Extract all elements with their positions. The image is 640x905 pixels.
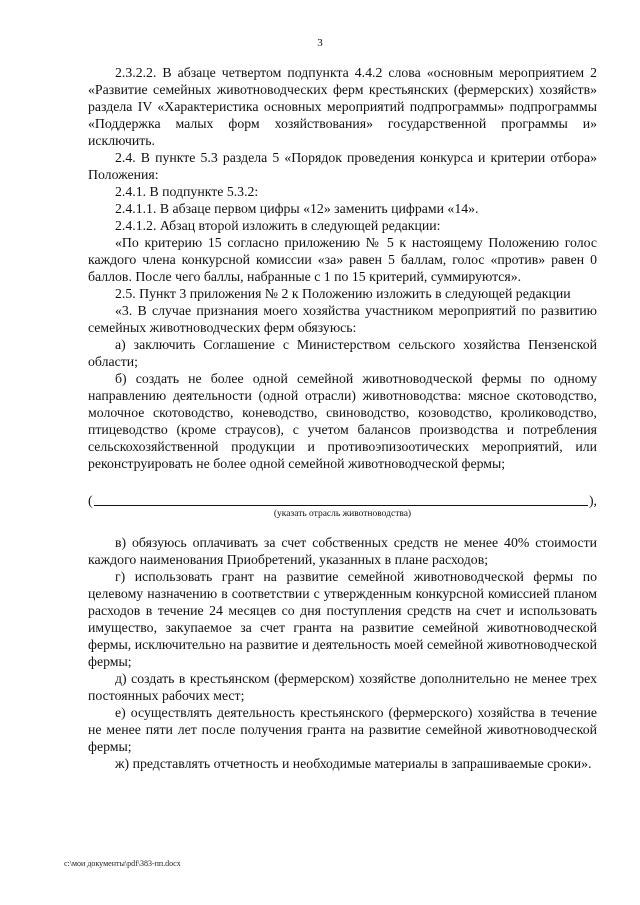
blank-open-paren: ( [88, 493, 93, 508]
blank-caption: (указать отрасль животноводства) [273, 509, 412, 519]
paragraph: б) создать не более одной семейной животноводческой фермы по одному направлению деятельности (одной отрасли) животноводства: мясное скотоводство, молочное скотоводство, коневодство, свиноводство, козоводство, кролиководство, птицеводство (кроме страусов), с учетом балансов производства и потребления сельскохозяйственной продукции и противоэпизоотических мероприятий, или реконструировать не более одной семейной животноводческой фермы; [88, 371, 597, 471]
blank-close-paren: ), [588, 493, 597, 508]
paragraph: 2.4. В пункте 5.3 раздела 5 «Порядок проведения конкурса и критерии отбора» Положения: [88, 150, 597, 182]
paragraphs-bottom [88, 534, 597, 772]
document-body [88, 64, 597, 772]
paragraph: 2.4.1.1. В абзаце первом цифры «12» заменить цифрами «14». [115, 201, 479, 216]
blank-fill-field [88, 492, 597, 520]
paragraph: г) использовать грант на развитие семейной животноводческой фермы по целевому назначению в соответствии с утвержденным конкурсной комиссией планом расходов в течение 24 месяцев со дня поступления средств на счет и использовать имущество, закупаемое за счет гранта на развитие семейной животноводческой фермы, исключительно на развитие и деятельность моей семейной животноводческой фермы; [88, 569, 597, 669]
paragraph: 2.5. Пункт 3 приложения № 2 к Положению изложить в следующей редакции [115, 286, 571, 301]
paragraph: «По критерию 15 согласно приложению № 5 к настоящему Положению голос каждого члена конкурсной комиссии «за» равен 5 баллам, голос «против» равен 0 баллов. После чего баллы, набранные с 1 по 15 критерий, суммируются». [88, 235, 597, 284]
blank-underline [94, 505, 588, 506]
paragraph: 2.4.1.2. Абзац второй изложить в следующей редакции: [115, 218, 441, 233]
paragraph: «3. В случае признания моего хозяйства участником мероприятий по развитию семейных животноводческих ферм обязуюсь: [88, 303, 597, 335]
file-path-footer: c:\мои документы\pdf\383-пп.docx [64, 859, 181, 868]
paragraph: е) осуществлять деятельность крестьянского (фермерского) хозяйства в течение не менее пяти лет после получения гранта на развитие семейной животноводческой фермы; [88, 705, 597, 754]
paragraph: 2.3.2.2. В абзаце четвертом подпункта 4.4.2 слова «основным мероприятием 2 «Развитие семейных животноводческих ферм крестьянских (фермерских) хозяйств» раздела IV «Характеристика основных мероприятий подпрограммы» подпрограммы «Поддержка малых форм хозяйствования» государственной программы и» исключить. [88, 65, 597, 148]
paragraph: в) обязуюсь оплачивать за счет собственных средств не менее 40% стоимости каждого наименования Приобретений, указанных в плане расходов; [88, 535, 597, 567]
paragraph: ж) представлять отчетность и необходимые материалы в запрашиваемые сроки». [115, 756, 592, 771]
paragraphs-top [88, 64, 597, 472]
paragraph: д) создать в крестьянском (фермерском) хозяйстве дополнительно не менее трех постоянных рабочих мест; [88, 671, 597, 703]
paragraph: 2.4.1. В подпункте 5.3.2: [115, 184, 259, 199]
paragraph: а) заключить Соглашение с Министерством сельского хозяйства Пензенской области; [88, 337, 597, 369]
page-number: 3 [317, 37, 323, 49]
